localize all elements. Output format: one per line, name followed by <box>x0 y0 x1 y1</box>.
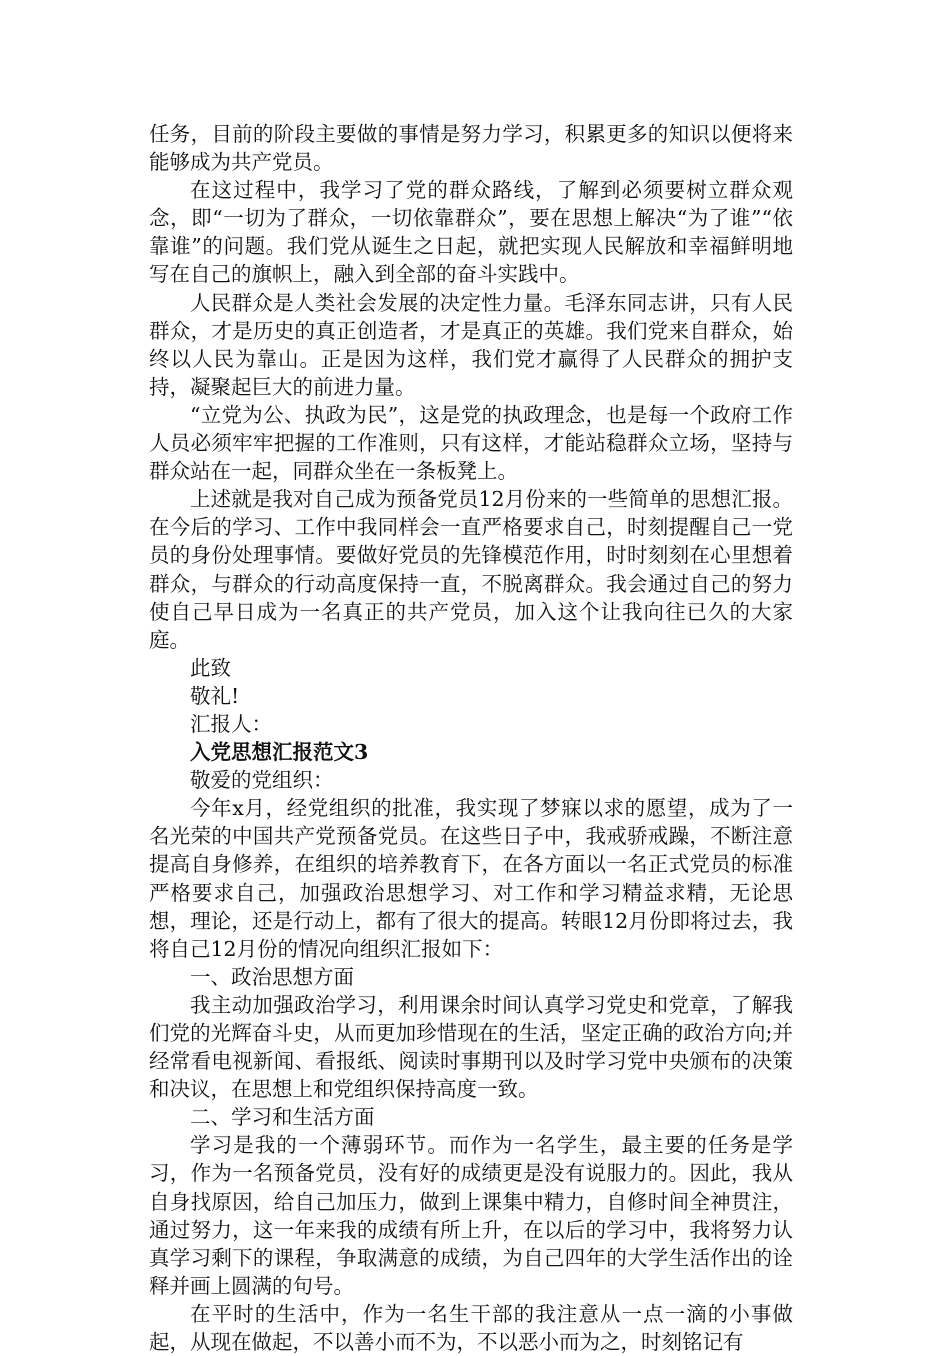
body-paragraph: 在平时的生活中，作为一名生干部的我注意从一点一滴的小事做起，从现在做起，不以善小而不为，不以恶小而为之，时刻铭记有 <box>149 1301 793 1355</box>
subsection-heading: 一、政治思想方面 <box>190 964 354 989</box>
body-paragraph: 人民群众是人类社会发展的决定性力量。毛泽东同志讲，只有人民群众，才是历史的真正创造者，才是真正的英雄。我们党来自群众，始终以人民为靠山。正是因为这样，我们党才赢得了人民群众的拥护支持，凝聚起巨大的前进力量。 <box>149 290 793 399</box>
body-paragraph: 学习是我的一个薄弱环节。而作为一名学生，最主要的任务是学习，作为一名预备党员，没有好的成绩更是没有说服力的。因此，我从自身找原因，给自己加压力，做到上课集中精力，自修时间全神贯注，通过努力，这一年来我的成绩有所上升，在以后的学习中，我将努力认真学习剩下的课程，争取满意的成绩，为自己四年的大学生活作出的诠释并画上圆满的句号。 <box>149 1133 793 1298</box>
body-paragraph: 我主动加强政治学习，利用课余时间认真学习党史和党章，了解我们党的光辉奋斗史，从而更加珍惜现在的生活，坚定正确的政治方向;并经常看电视新闻、看报纸、阅读时事期刊以及时学习党中央颁布的决策和决议，在思想上和党组织保持高度一致。 <box>149 992 793 1102</box>
closing-salutation: 此致 <box>190 655 231 680</box>
body-paragraph: 在这过程中，我学习了党的群众路线，了解到必须要树立群众观念，即“一切为了群众，一切依靠群众”，要在思想上解决“为了谁”“依靠谁”的问题。我们党从诞生之日起，就把实现人民解放和幸福鲜明地写在自己的旗帜上，融入到全部的奋斗实践中。 <box>149 178 793 287</box>
body-paragraph: 任务，目前的阶段主要做的事情是努力学习，积累更多的知识以便将来能够成为共产党员。 <box>149 122 793 175</box>
body-paragraph: 今年x月，经党组织的批准，我实现了梦寐以求的愿望，成为了一名光荣的中国共产党预备党员。在这些日子中，我戒骄戒躁，不断注意提高自身修养，在组织的培养教育下，在各方面以一名正式党员的标准严格要求自己，加强政治思想学习、对工作和学习精益求精，无论思想，理论，还是行动上，都有了很大的提高。转眼12月份即将过去，我将自己12月份的情况向组织汇报如下： <box>149 796 793 961</box>
body-paragraph: 上述就是我对自己成为预备党员12月份来的一些简单的思想汇报。在今后的学习、工作中我同样会一直严格要求自己，时刻提醒自己一党员的身份处理事情。要做好党员的先锋模范作用，时时刻刻在心里想着群众，与群众的行动高度保持一直，不脱离群众。我会通过自己的努力使自己早日成为一名真正的共产党员，加入这个让我向往已久的大家庭。 <box>149 487 793 652</box>
document-page <box>149 120 793 1356</box>
greeting-line: 敬爱的党组织： <box>190 768 334 793</box>
reporter-line: 汇报人： <box>190 711 272 736</box>
section-heading: 入党思想汇报范文3 <box>190 740 369 765</box>
subsection-heading: 二、学习和生活方面 <box>190 1105 375 1130</box>
closing-salute: 敬礼! <box>190 683 240 708</box>
body-paragraph: “立党为公、执政为民”，这是党的执政理念，也是每一个政府工作人员必须牢牢把握的工作准则，只有这样，才能站稳群众立场，坚持与群众站在一起，同群众坐在一条板凳上。 <box>149 402 793 484</box>
